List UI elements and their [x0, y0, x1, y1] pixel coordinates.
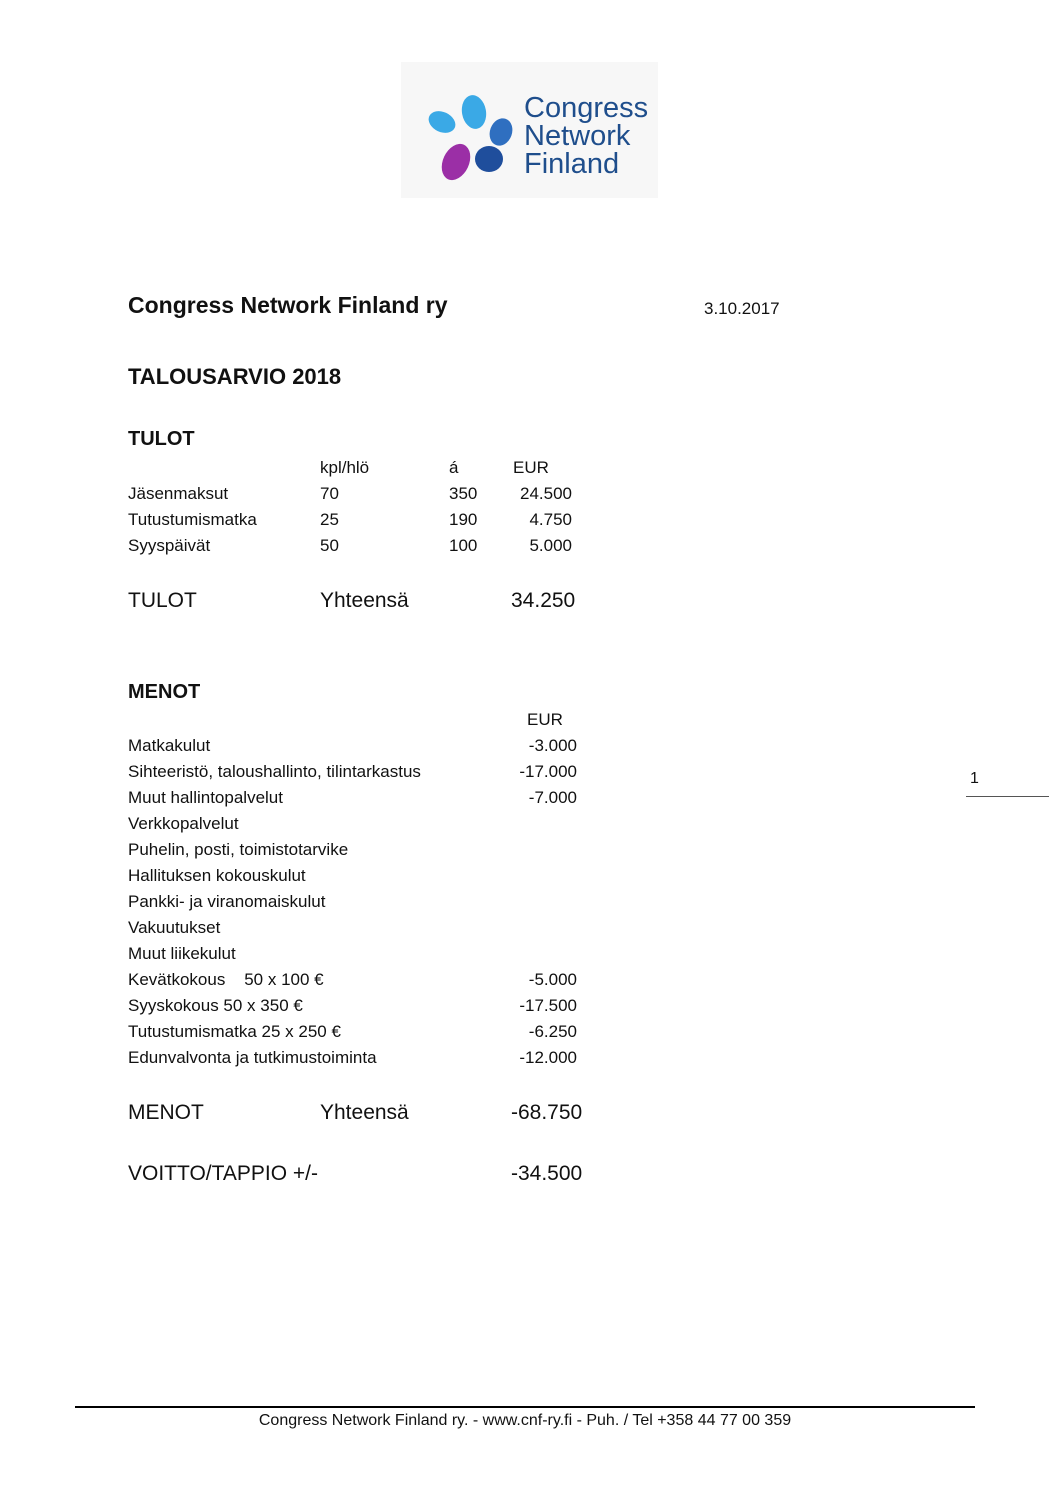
tulot-row-eur: 5.000 — [529, 536, 572, 555]
column-header-unit: á — [449, 458, 459, 477]
menot-row-eur: -3.000 — [528, 736, 577, 755]
menot-row-eur: -17.000 — [519, 762, 577, 781]
result-label: VOITTO/TAPPIO +/- — [128, 1162, 319, 1185]
column-header-qty: kpl/hlö — [320, 458, 370, 477]
tulot-heading: TULOT — [128, 428, 195, 450]
menot-row-label: Kevätkokous 50 x 100 € — [128, 970, 324, 989]
logo — [401, 62, 658, 198]
menot-row-label: Sihteeristö, taloushallinto, tilintarkastus — [128, 762, 421, 781]
flower-logo-icon — [401, 62, 521, 198]
menot-total-label: MENOT — [128, 1101, 204, 1124]
tulot-row-label: Syyspäivät — [128, 536, 211, 555]
menot-row-label: Syyskokous 50 x 350 € — [128, 996, 303, 1015]
footer-text: Congress Network Finland ry. - www.cnf-ry.fi - Puh. / Tel +358 44 77 00 359 — [258, 1412, 792, 1429]
menot-row-label: Pankki- ja viranomaiskulut — [128, 892, 326, 911]
menot-total-value: -68.750 — [511, 1101, 583, 1124]
tulot-row-label: Jäsenmaksut — [128, 484, 229, 503]
menot-row-label: Muut hallintopalvelut — [128, 788, 283, 807]
tulot-total-label: TULOT — [128, 589, 197, 612]
menot-row-eur: -6.250 — [528, 1022, 577, 1041]
tulot-row-unit: 190 — [449, 510, 478, 529]
tulot-total-value: 34.250 — [511, 589, 576, 612]
footer-rule — [75, 1406, 975, 1408]
menot-row-label: Matkakulut — [128, 736, 211, 755]
organization-name: Congress Network Finland ry — [128, 292, 448, 318]
logo-text-line: Congress — [524, 92, 649, 124]
menot-row-label: Muut liikekulut — [128, 944, 236, 963]
tulot-total-caption: Yhteensä — [320, 589, 409, 612]
petal-right — [486, 115, 516, 149]
petal-bottom-left — [436, 139, 476, 184]
tulot-row-eur: 4.750 — [529, 510, 572, 529]
page-number-rule — [966, 796, 1049, 797]
tulot-row-eur: 24.500 — [520, 484, 572, 503]
petal-left — [425, 107, 459, 137]
logo-text-line: Network — [524, 120, 631, 152]
document-date: 3.10.2017 — [704, 299, 780, 318]
menot-column-header-eur: EUR — [527, 710, 563, 729]
menot-heading: MENOT — [128, 681, 201, 703]
menot-row-label: Vakuutukset — [128, 918, 221, 937]
menot-row-label: Edunvalvonta ja tutkimustoiminta — [128, 1048, 377, 1067]
tulot-row-unit: 350 — [449, 484, 478, 503]
column-header-eur: EUR — [513, 458, 549, 477]
logo-text-line: Finland — [524, 148, 620, 180]
menot-row-label: Puhelin, posti, toimistotarvike — [128, 840, 349, 859]
document-title: TALOUSARVIO 2018 — [128, 364, 342, 389]
menot-row-eur: -17.500 — [519, 996, 577, 1015]
tulot-row-unit: 100 — [449, 536, 478, 555]
petal-bottom-right — [475, 146, 503, 172]
result-value: -34.500 — [511, 1162, 583, 1185]
menot-total-caption: Yhteensä — [320, 1101, 409, 1124]
tulot-row-qty: 70 — [320, 484, 339, 503]
tulot-row-label: Tutustumismatka — [128, 510, 257, 529]
menot-row-label: Verkkopalvelut — [128, 814, 239, 833]
page-number: 1 — [970, 770, 979, 787]
menot-row-eur: -7.000 — [528, 788, 577, 807]
menot-row-label: Hallituksen kokouskulut — [128, 866, 306, 885]
menot-row-eur: -12.000 — [519, 1048, 577, 1067]
tulot-row-qty: 25 — [320, 510, 339, 529]
tulot-row-qty: 50 — [320, 536, 339, 555]
petal-top — [459, 93, 489, 131]
menot-row-eur: -5.000 — [528, 970, 577, 989]
menot-row-label: Tutustumismatka 25 x 250 € — [128, 1022, 341, 1041]
